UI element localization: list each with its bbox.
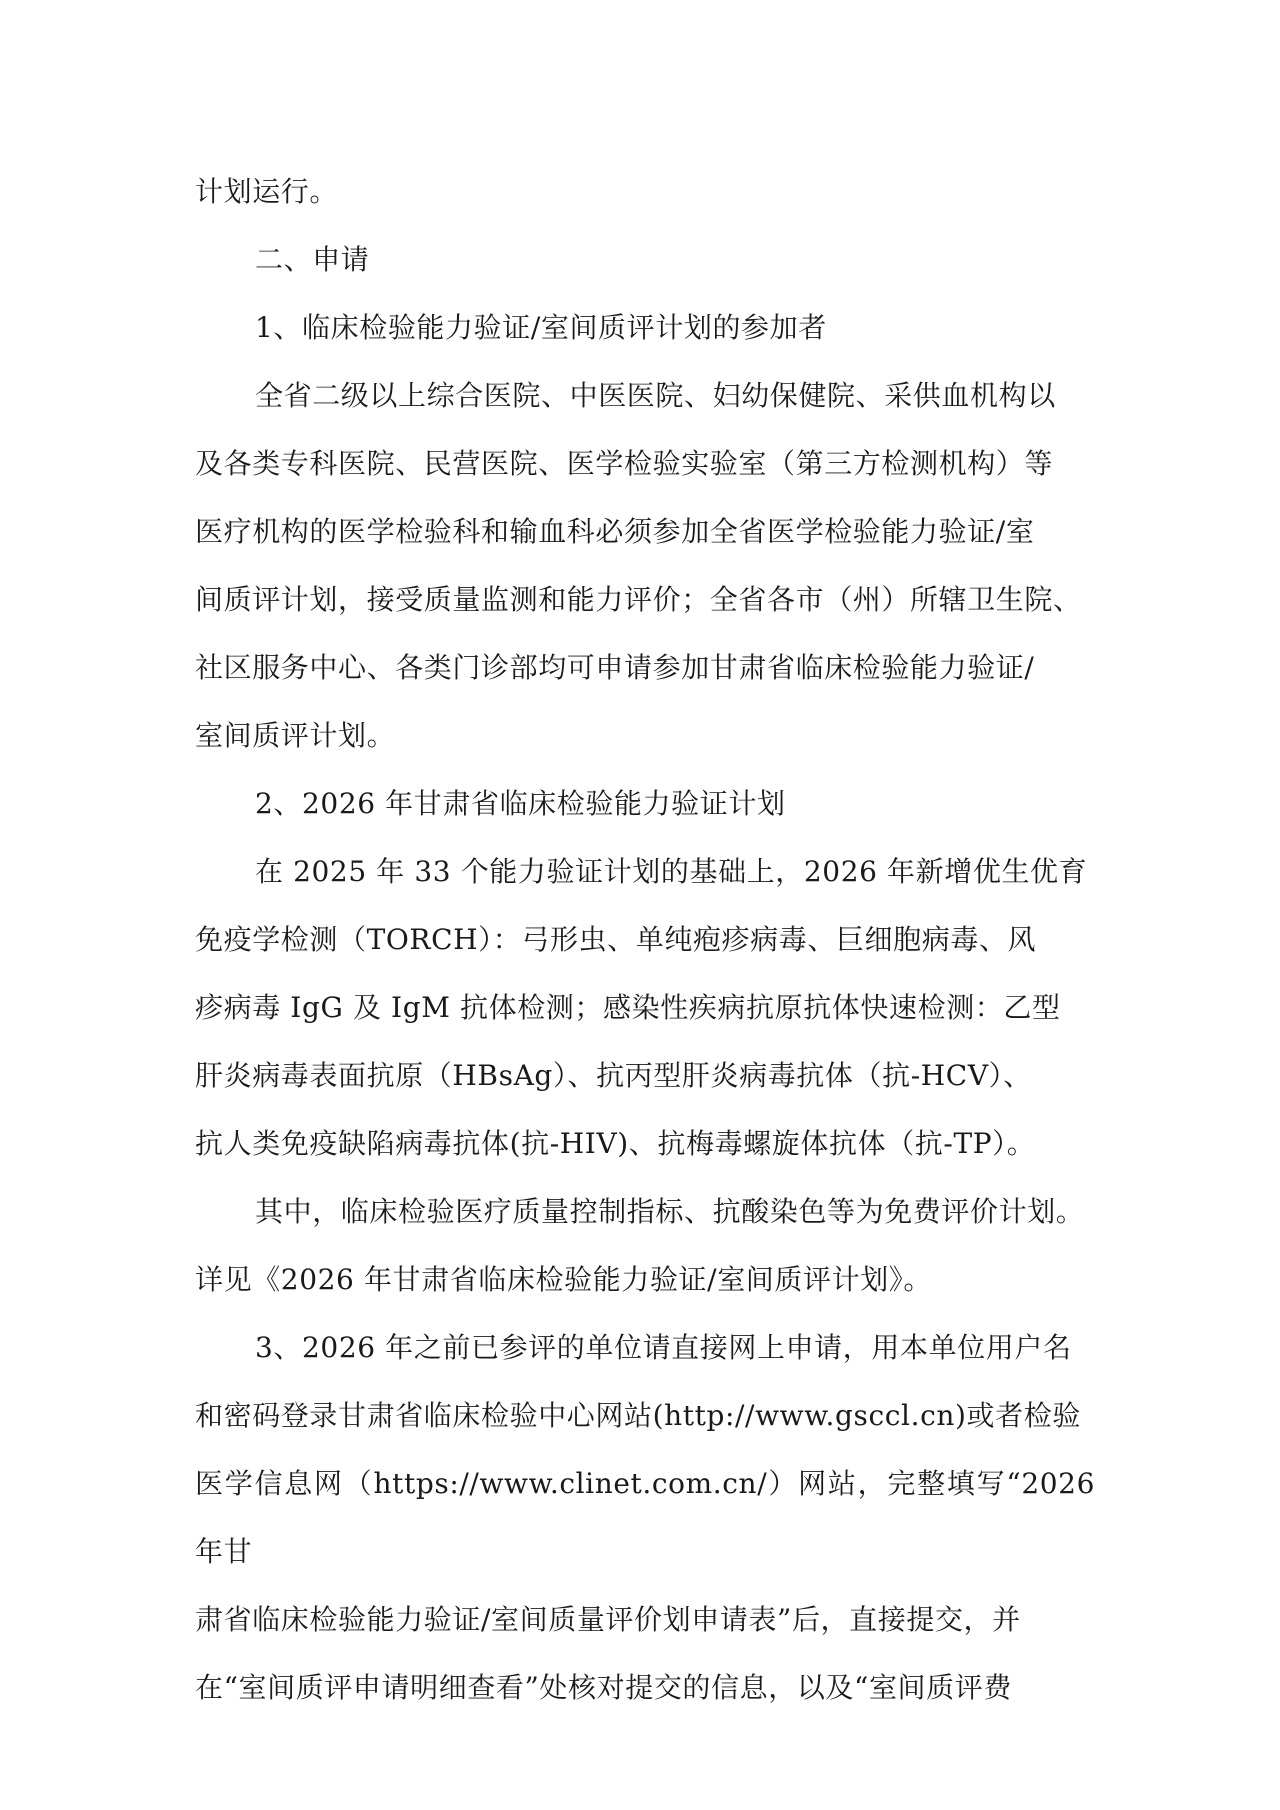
text-line: 医疗机构的医学检验科和输血科必须参加全省医学检验能力验证/室 bbox=[195, 515, 1035, 548]
text-line: 医学信息网（https://www.clinet.com.cn/）网站，完整填写“2026 年甘 bbox=[195, 1467, 1095, 1568]
subheading-online-application: 3、2026 年之前已参评的单位请直接网上申请，用本单位用户名 bbox=[255, 1331, 1072, 1364]
text-line: 全省二级以上综合医院、中医医院、妇幼保健院、采供血机构以 bbox=[255, 379, 1056, 412]
text-line: 间质评计划，接受质量监测和能力评价；全省各市（州）所辖卫生院、 bbox=[195, 583, 1082, 616]
section-heading-application: 二、申请 bbox=[255, 243, 370, 276]
text-line: 抗人类免疫缺陷病毒抗体(抗-HIV)、抗梅毒螺旋体抗体（抗-TP）。 bbox=[195, 1127, 1036, 1160]
document-body bbox=[195, 158, 1095, 1722]
text-line: 疹病毒 IgG 及 IgM 抗体检测；感染性疾病抗原抗体快速检测：乙型 bbox=[195, 991, 1061, 1024]
text-line: 肃省临床检验能力验证/室间质量评价划申请表”后，直接提交，并 bbox=[195, 1603, 1021, 1636]
text-line: 肝炎病毒表面抗原（HBsAg）、抗丙型肝炎病毒抗体（抗-HCV）、 bbox=[195, 1059, 1032, 1092]
text-line: 和密码登录甘肃省临床检验中心网站(http://www.gsccl.cn)或者检验 bbox=[195, 1399, 1081, 1432]
subheading-2026-plan: 2、2026 年甘肃省临床检验能力验证计划 bbox=[255, 787, 786, 820]
text-line: 免疫学检测（TORCH）：弓形虫、单纯疱疹病毒、巨细胞病毒、风 bbox=[195, 923, 1037, 956]
text-line: 社区服务中心、各类门诊部均可申请参加甘肃省临床检验能力验证/ bbox=[195, 651, 1035, 684]
text-line: 室间质评计划。 bbox=[195, 719, 396, 752]
text-line: 计划运行。 bbox=[195, 175, 339, 208]
text-line: 及各类专科医院、民营医院、医学检验实验室（第三方检测机构）等 bbox=[195, 447, 1054, 480]
text-line: 详见《2026 年甘肃省临床检验能力验证/室间质评计划》。 bbox=[195, 1263, 932, 1296]
text-line: 在 2025 年 33 个能力验证计划的基础上，2026 年新增优生优育 bbox=[255, 855, 1088, 888]
subheading-participants: 1、临床检验能力验证/室间质评计划的参加者 bbox=[255, 311, 827, 344]
text-line: 其中，临床检验医疗质量控制指标、抗酸染色等为免费评价计划。 bbox=[255, 1195, 1085, 1228]
text-line: 在“室间质评申请明细查看”处核对提交的信息，以及“室间质评费 bbox=[195, 1671, 1012, 1704]
